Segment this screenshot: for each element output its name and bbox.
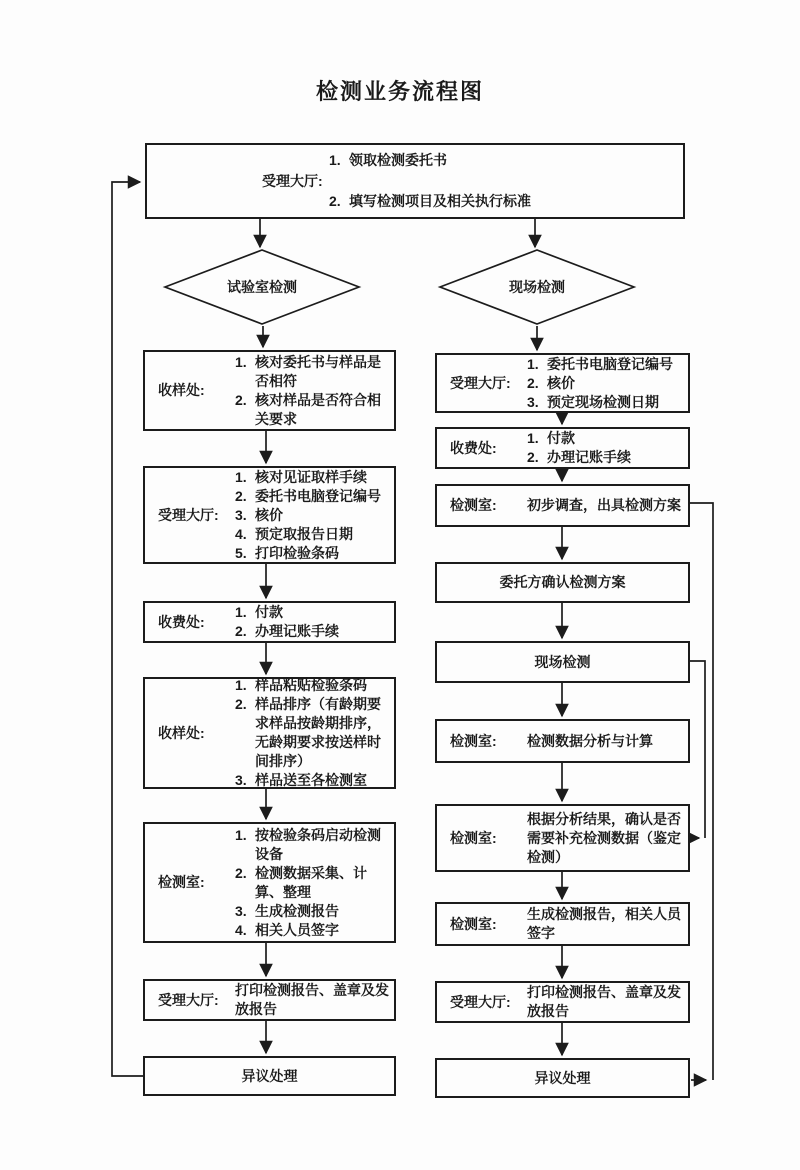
box-items (235, 822, 394, 944)
process-box-sample-sorting (143, 677, 396, 789)
item-text: 生成检测报告 (255, 902, 339, 919)
list-item (235, 506, 391, 525)
item-number: 2. (235, 696, 247, 712)
item-text: 付款 (547, 430, 575, 446)
item-number: 3. (235, 902, 247, 919)
item-number: 1. (235, 826, 247, 843)
box-text: 异议处理 (241, 1067, 298, 1084)
box-text: 打印检测报告、盖章及发放报告 (235, 982, 389, 1017)
item-number: 1. (235, 677, 247, 693)
box-text: 生成检测报告，相关人员签字 (527, 906, 681, 941)
item-text: 相关人员签字 (255, 921, 339, 938)
item-text: 打印检验条码 (255, 544, 339, 561)
process-box-preliminary-survey (435, 484, 690, 527)
item-number: 1. (329, 152, 341, 168)
process-box-data-analysis (435, 719, 690, 763)
list-item (235, 603, 391, 622)
item-number: 2. (527, 449, 539, 465)
list-item (235, 544, 391, 563)
box-label: 受理大厅: (450, 993, 511, 1010)
box-text: 检测数据分析与计算 (527, 732, 653, 749)
loop-left-dispute-to-top (112, 182, 143, 1076)
process-box-payment-left (143, 601, 396, 643)
box-label: 检测室: (450, 497, 497, 513)
box-text: 委托方确认检测方案 (499, 574, 626, 590)
box-text: 现场检测 (534, 653, 591, 670)
box-label: 收样处: (158, 382, 205, 398)
item-text: 委托书电脑登记编号 (255, 487, 381, 504)
box-text: 异议处理 (534, 1069, 591, 1086)
list-item (527, 355, 685, 374)
process-box-reception-register (143, 466, 396, 564)
item-number: 1. (527, 430, 539, 446)
item-text: 检测数据采集、计算、整理 (255, 864, 367, 900)
loop-supplement-line (690, 661, 705, 838)
box-label: 收费处: (450, 439, 497, 456)
list-item (329, 151, 680, 170)
box-label: 受理大厅: (262, 172, 323, 189)
item-text: 办理记账手续 (547, 449, 631, 465)
process-box-report-generate (435, 902, 690, 946)
item-text: 样品排序（有龄期要求样品按龄期排序，无龄期要求按送样时间排序） (255, 696, 381, 769)
item-text: 样品粘贴检验条码 (255, 677, 367, 693)
list-item (527, 429, 685, 448)
list-item (235, 676, 391, 695)
list-item (235, 525, 391, 544)
item-number: 1. (235, 468, 247, 485)
item-number: 1. (235, 604, 247, 620)
item-number: 2. (235, 391, 247, 408)
box-label: 受理大厅: (158, 991, 219, 1008)
box-label: 检测室: (450, 829, 497, 846)
item-number: 2. (235, 487, 247, 504)
box-items (235, 672, 394, 794)
process-box-site-testing (435, 641, 690, 683)
item-text: 付款 (255, 604, 283, 620)
list-item (235, 826, 391, 864)
item-number: 5. (235, 544, 247, 561)
list-item (527, 448, 685, 467)
item-number: 3. (235, 506, 247, 523)
box-label: 受理大厅: (450, 374, 511, 391)
list-item (235, 353, 391, 391)
item-number: 2. (329, 193, 341, 209)
item-text: 核对样品是否符合相关要求 (255, 391, 381, 427)
item-number: 4. (235, 921, 247, 938)
item-number: 3. (235, 772, 247, 788)
item-text: 核价 (547, 374, 575, 391)
process-box-client-confirm (435, 562, 690, 603)
list-item (235, 487, 391, 506)
box-items (527, 425, 688, 471)
list-item (527, 393, 685, 412)
item-text: 办理记账手续 (255, 623, 339, 639)
list-item (235, 921, 391, 940)
item-number: 1. (527, 355, 539, 372)
site-test-diamond-label: 现场检测 (509, 278, 565, 295)
lab-test-diamond-label: 试验室检测 (227, 278, 297, 295)
process-box-dispute-right (435, 1058, 690, 1098)
item-text: 填写检测项目及相关执行标准 (349, 193, 531, 209)
item-text: 核对委托书与样品是否相符 (255, 353, 381, 389)
item-number: 4. (235, 525, 247, 542)
box-items (235, 464, 394, 567)
item-number: 2. (527, 374, 539, 391)
box-items (527, 351, 688, 416)
box-text: 根据分析结果，确认是否需要补充检测数据（鉴定检测） (527, 810, 681, 865)
item-text: 领取检测委托书 (349, 152, 447, 168)
box-label: 收费处: (158, 613, 205, 630)
item-text: 预定现场检测日期 (547, 393, 659, 410)
process-box-lab-testing (143, 822, 396, 943)
process-box-dispute-left (143, 1056, 396, 1096)
item-text: 样品送至各检测室 (255, 772, 367, 788)
box-label: 受理大厅: (158, 506, 219, 523)
list-item (527, 374, 685, 393)
list-item (329, 192, 680, 211)
process-box-report-issue-right (435, 981, 690, 1023)
box-items (235, 349, 394, 433)
box-text: 初步调查，出具检测方案 (527, 497, 681, 513)
item-number: 2. (235, 864, 247, 881)
page-title: 检测业务流程图 (315, 79, 484, 104)
process-box-report-issue-left (143, 979, 396, 1021)
list-item (235, 864, 391, 902)
list-item (235, 391, 391, 429)
item-text: 核对见证取样手续 (255, 468, 367, 485)
process-box-payment-right (435, 427, 690, 469)
item-text: 预定取报告日期 (255, 525, 353, 542)
box-label: 检测室: (450, 915, 497, 932)
list-item (235, 468, 391, 487)
process-box-supplement-check (435, 804, 690, 872)
list-item (235, 622, 391, 641)
box-label: 收样处: (158, 724, 205, 741)
list-item (235, 695, 391, 771)
list-item (235, 902, 391, 921)
item-number: 3. (527, 393, 539, 410)
box-items (235, 599, 394, 645)
item-text: 按检验条码启动检测设备 (255, 826, 381, 862)
item-number: 1. (235, 353, 247, 370)
process-box-reception-top (145, 143, 685, 219)
loop-right-dispute-line (690, 503, 713, 1080)
list-item (235, 771, 391, 790)
box-items (329, 147, 683, 215)
process-box-sample-check (143, 350, 396, 431)
item-text: 核价 (255, 506, 283, 523)
item-number: 2. (235, 623, 247, 639)
process-box-reception-site (435, 353, 690, 413)
box-text: 打印检测报告、盖章及发放报告 (527, 984, 681, 1019)
box-label: 检测室: (450, 732, 497, 749)
box-label: 检测室: (158, 874, 205, 890)
item-text: 委托书电脑登记编号 (547, 355, 673, 372)
